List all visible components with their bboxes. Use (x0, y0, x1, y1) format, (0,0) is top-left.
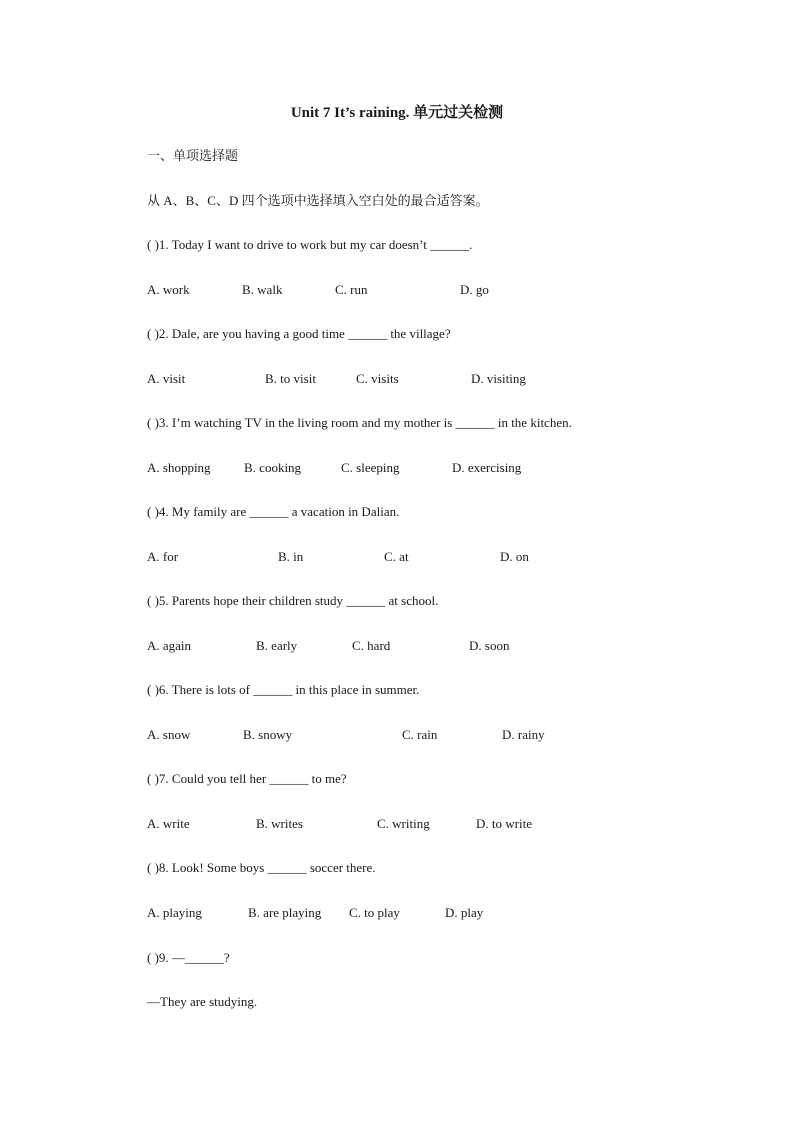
question-1: ( )1. Today I want to drive to work but my car doesn’t ______. (147, 237, 473, 252)
q4-option-c: C. at (384, 549, 409, 564)
q1-option-c: C. run (335, 282, 368, 297)
q8-option-a: A. playing (147, 905, 202, 920)
q5-option-c: C. hard (352, 638, 391, 653)
q7-option-d: D. to write (476, 816, 532, 831)
q4-option-b: B. in (278, 549, 304, 564)
page-title: Unit 7 It’s raining. 单元过关检测 (290, 105, 504, 121)
section-heading: 一、单项选择题 (147, 148, 239, 163)
q5-option-a: A. again (147, 638, 192, 653)
question-4: ( )4. My family are ______ a vacation in Dalian. (147, 504, 400, 519)
q1-option-a: A. work (147, 282, 190, 297)
question-3: ( )3. I’m watching TV in the living room and my mother is ______ in the kitchen. (147, 415, 572, 430)
question-2: ( )2. Dale, are you having a good time ______ the village? (147, 326, 451, 341)
q8-option-d: D. play (445, 905, 484, 920)
q6-option-c: C. rain (402, 727, 438, 742)
q6-option-a: A. snow (147, 727, 191, 742)
q1-option-b: B. walk (242, 282, 283, 297)
q3-option-c: C. sleeping (341, 460, 400, 475)
q3-option-a: A. shopping (147, 460, 211, 475)
question-9-answer-line: —They are studying. (147, 994, 258, 1009)
q7-option-b: B. writes (256, 816, 303, 831)
q6-option-d: D. rainy (502, 727, 545, 742)
q6-option-b: B. snowy (243, 727, 293, 742)
q7-option-c: C. writing (377, 816, 430, 831)
q5-option-d: D. soon (469, 638, 510, 653)
q3-option-b: B. cooking (244, 460, 302, 475)
q8-option-c: C. to play (349, 905, 400, 920)
q4-option-d: D. on (500, 549, 529, 564)
q7-option-a: A. write (147, 816, 190, 831)
q5-option-b: B. early (256, 638, 298, 653)
question-8: ( )8. Look! Some boys ______ soccer there. (147, 860, 376, 875)
question-5: ( )5. Parents hope their children study ______ at school. (147, 593, 439, 608)
q4-option-a: A. for (147, 549, 179, 564)
q2-option-a: A. visit (147, 371, 186, 386)
instruction-text: 从 A、B、C、D 四个选项中选择填入空白处的最合适答案。 (147, 193, 489, 208)
question-7: ( )7. Could you tell her ______ to me? (147, 771, 347, 786)
question-9: ( )9. —______? (147, 950, 230, 965)
q3-option-d: D. exercising (452, 460, 522, 475)
q8-option-b: B. are playing (248, 905, 322, 920)
q1-option-d: D. go (460, 282, 489, 297)
q2-option-b: B. to visit (265, 371, 316, 386)
question-6: ( )6. There is lots of ______ in this place in summer. (147, 682, 420, 697)
q2-option-c: C. visits (356, 371, 399, 386)
q2-option-d: D. visiting (471, 371, 526, 386)
